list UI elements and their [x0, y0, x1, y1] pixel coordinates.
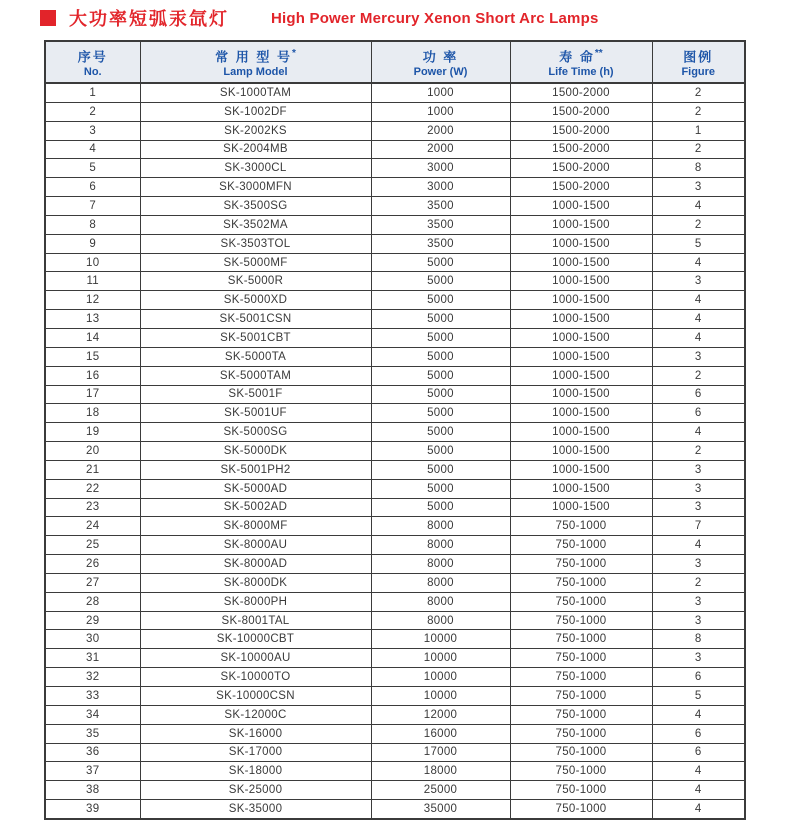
lamp-model: SK-10000TO [140, 668, 371, 687]
life-time-value: 750-1000 [510, 611, 652, 630]
lamp-model: SK-5000R [140, 272, 371, 291]
power-value: 16000 [371, 724, 510, 743]
power-value: 5000 [371, 253, 510, 272]
table-row [45, 310, 745, 329]
figure-ref: 4 [652, 423, 745, 442]
power-value: 1000 [371, 102, 510, 121]
power-value: 8000 [371, 592, 510, 611]
table-row [45, 781, 745, 800]
lamp-model: SK-5001CSN [140, 310, 371, 329]
table-row [45, 668, 745, 687]
header-life-en: Life Time (h) [548, 65, 614, 78]
figure-ref: 3 [652, 272, 745, 291]
table-row [45, 592, 745, 611]
power-value: 10000 [371, 687, 510, 706]
row-no: 30 [45, 630, 140, 649]
power-value: 5000 [371, 423, 510, 442]
row-no: 17 [45, 385, 140, 404]
power-value: 35000 [371, 800, 510, 819]
figure-ref: 3 [652, 592, 745, 611]
table-row [45, 705, 745, 724]
power-value: 1000 [371, 83, 510, 102]
life-time-value: 750-1000 [510, 781, 652, 800]
lamp-model: SK-5000AD [140, 479, 371, 498]
power-value: 3500 [371, 215, 510, 234]
lamp-model: SK-5001CBT [140, 328, 371, 347]
power-value: 2000 [371, 140, 510, 159]
row-no: 14 [45, 328, 140, 347]
lamp-model: SK-35000 [140, 800, 371, 819]
table-row [45, 178, 745, 197]
table-row [45, 404, 745, 423]
lamp-model: SK-2002KS [140, 121, 371, 140]
life-time-value: 750-1000 [510, 724, 652, 743]
life-time-value: 1000-1500 [510, 479, 652, 498]
lamp-model: SK-5001F [140, 385, 371, 404]
header-no-en: No. [83, 65, 102, 78]
header-model-zh: 常 用 型 号 [215, 49, 292, 65]
row-no: 16 [45, 366, 140, 385]
figure-ref: 8 [652, 159, 745, 178]
row-no: 39 [45, 800, 140, 819]
figure-ref: 4 [652, 197, 745, 216]
life-time-value: 750-1000 [510, 649, 652, 668]
figure-ref: 5 [652, 234, 745, 253]
power-value: 25000 [371, 781, 510, 800]
life-time-value: 750-1000 [510, 630, 652, 649]
lamp-model: SK-5000SG [140, 423, 371, 442]
lamp-model: SK-8000AU [140, 536, 371, 555]
figure-ref: 4 [652, 762, 745, 781]
figure-ref: 3 [652, 178, 745, 197]
table-row [45, 197, 745, 216]
life-time-value: 1000-1500 [510, 498, 652, 517]
power-value: 5000 [371, 291, 510, 310]
figure-ref: 3 [652, 460, 745, 479]
row-no: 18 [45, 404, 140, 423]
row-no: 10 [45, 253, 140, 272]
figure-ref: 6 [652, 668, 745, 687]
life-time-value: 1000-1500 [510, 347, 652, 366]
row-no: 37 [45, 762, 140, 781]
row-no: 28 [45, 592, 140, 611]
row-no: 5 [45, 159, 140, 178]
row-no: 29 [45, 611, 140, 630]
table-row [45, 536, 745, 555]
row-no: 35 [45, 724, 140, 743]
life-time-value: 750-1000 [510, 762, 652, 781]
row-no: 25 [45, 536, 140, 555]
lamp-model: SK-5001PH2 [140, 460, 371, 479]
power-value: 5000 [371, 385, 510, 404]
power-value: 3500 [371, 197, 510, 216]
power-value: 10000 [371, 668, 510, 687]
table-row [45, 573, 745, 592]
column-header-lamp-model [140, 41, 371, 83]
figure-ref: 5 [652, 687, 745, 706]
power-value: 8000 [371, 555, 510, 574]
life-time-value: 1000-1500 [510, 460, 652, 479]
row-no: 24 [45, 517, 140, 536]
figure-ref: 4 [652, 536, 745, 555]
life-time-value: 1000-1500 [510, 272, 652, 291]
lamp-model: SK-12000C [140, 705, 371, 724]
figure-ref: 3 [652, 555, 745, 574]
lamp-model: SK-10000CBT [140, 630, 371, 649]
header-power-zh: 功 率 [422, 49, 459, 65]
power-value: 5000 [371, 272, 510, 291]
figure-ref: 1 [652, 121, 745, 140]
lamp-model: SK-5000MF [140, 253, 371, 272]
power-value: 12000 [371, 705, 510, 724]
figure-ref: 2 [652, 366, 745, 385]
header-no-zh: 序号 [77, 49, 108, 65]
table-row [45, 555, 745, 574]
figure-ref: 4 [652, 291, 745, 310]
table-row [45, 498, 745, 517]
figure-ref: 3 [652, 347, 745, 366]
lamp-model: SK-5000XD [140, 291, 371, 310]
table-row [45, 272, 745, 291]
lamp-model: SK-3503TOL [140, 234, 371, 253]
lamp-table-body [45, 83, 745, 819]
figure-ref: 2 [652, 102, 745, 121]
lamp-model: SK-8000PH [140, 592, 371, 611]
life-time-value: 750-1000 [510, 536, 652, 555]
row-no: 21 [45, 460, 140, 479]
column-header-no [45, 41, 140, 83]
table-row [45, 253, 745, 272]
table-row [45, 743, 745, 762]
table-row [45, 630, 745, 649]
table-row [45, 611, 745, 630]
lamp-model: SK-10000CSN [140, 687, 371, 706]
life-time-value: 1000-1500 [510, 328, 652, 347]
figure-ref: 2 [652, 140, 745, 159]
page-title [40, 5, 599, 31]
power-value: 5000 [371, 328, 510, 347]
lamp-model: SK-2004MB [140, 140, 371, 159]
power-value: 5000 [371, 347, 510, 366]
figure-ref: 2 [652, 442, 745, 461]
figure-ref: 6 [652, 724, 745, 743]
row-no: 36 [45, 743, 140, 762]
lamp-model: SK-8001TAL [140, 611, 371, 630]
figure-ref: 3 [652, 611, 745, 630]
lamp-model: SK-3500SG [140, 197, 371, 216]
row-no: 27 [45, 573, 140, 592]
life-time-value: 1000-1500 [510, 310, 652, 329]
life-time-value: 1000-1500 [510, 442, 652, 461]
table-row [45, 800, 745, 819]
lamp-model: SK-5002AD [140, 498, 371, 517]
header-figure-zh: 图例 [683, 49, 714, 65]
row-no: 13 [45, 310, 140, 329]
life-time-value: 1000-1500 [510, 423, 652, 442]
table-row [45, 159, 745, 178]
power-value: 3000 [371, 178, 510, 197]
life-time-value: 1000-1500 [510, 385, 652, 404]
table-row [45, 328, 745, 347]
power-value: 5000 [371, 404, 510, 423]
lamp-model: SK-5000TAM [140, 366, 371, 385]
figure-ref: 3 [652, 479, 745, 498]
power-value: 8000 [371, 611, 510, 630]
header-model-mark: * [291, 48, 296, 60]
table-row [45, 366, 745, 385]
power-value: 3500 [371, 234, 510, 253]
life-time-value: 750-1000 [510, 517, 652, 536]
table-header [45, 41, 745, 83]
row-no: 23 [45, 498, 140, 517]
life-time-value: 750-1000 [510, 743, 652, 762]
table-row [45, 215, 745, 234]
figure-ref: 3 [652, 649, 745, 668]
header-life-mark: ** [594, 48, 603, 60]
life-time-value: 1000-1500 [510, 404, 652, 423]
power-value: 2000 [371, 121, 510, 140]
table-row [45, 140, 745, 159]
lamp-model: SK-1000TAM [140, 83, 371, 102]
row-no: 8 [45, 215, 140, 234]
power-value: 5000 [371, 366, 510, 385]
row-no: 31 [45, 649, 140, 668]
power-value: 8000 [371, 517, 510, 536]
lamp-model: SK-17000 [140, 743, 371, 762]
figure-ref: 6 [652, 404, 745, 423]
table-row [45, 460, 745, 479]
figure-ref: 7 [652, 517, 745, 536]
row-no: 12 [45, 291, 140, 310]
table-row [45, 724, 745, 743]
page-title-chinese: 大功率短弧汞氙灯 [69, 9, 229, 29]
lamp-model: SK-8000DK [140, 573, 371, 592]
row-no: 2 [45, 102, 140, 121]
figure-ref: 4 [652, 800, 745, 819]
table-row [45, 479, 745, 498]
table-row [45, 83, 745, 102]
lamp-model: SK-3502MA [140, 215, 371, 234]
lamp-model: SK-3000CL [140, 159, 371, 178]
row-no: 7 [45, 197, 140, 216]
life-time-value: 1000-1500 [510, 215, 652, 234]
row-no: 6 [45, 178, 140, 197]
column-header-life-time [510, 41, 652, 83]
figure-ref: 2 [652, 573, 745, 592]
life-time-value: 1000-1500 [510, 253, 652, 272]
life-time-value: 1500-2000 [510, 121, 652, 140]
power-value: 5000 [371, 479, 510, 498]
lamp-model: SK-18000 [140, 762, 371, 781]
table-row [45, 102, 745, 121]
life-time-value: 1000-1500 [510, 234, 652, 253]
life-time-value: 750-1000 [510, 573, 652, 592]
lamp-model: SK-5001UF [140, 404, 371, 423]
life-time-value: 1500-2000 [510, 102, 652, 121]
power-value: 5000 [371, 310, 510, 329]
life-time-value: 750-1000 [510, 555, 652, 574]
power-value: 5000 [371, 460, 510, 479]
figure-ref: 2 [652, 83, 745, 102]
life-time-value: 1000-1500 [510, 197, 652, 216]
power-value: 18000 [371, 762, 510, 781]
power-value: 8000 [371, 573, 510, 592]
lamp-model: SK-1002DF [140, 102, 371, 121]
table-row [45, 234, 745, 253]
lamp-spec-table [44, 40, 746, 820]
figure-ref: 4 [652, 253, 745, 272]
figure-ref: 8 [652, 630, 745, 649]
figure-ref: 6 [652, 743, 745, 762]
lamp-model: SK-8000MF [140, 517, 371, 536]
figure-ref: 4 [652, 310, 745, 329]
lamp-model: SK-5000TA [140, 347, 371, 366]
lamp-model: SK-5000DK [140, 442, 371, 461]
lamp-model: SK-8000AD [140, 555, 371, 574]
life-time-value: 1500-2000 [510, 159, 652, 178]
life-time-value: 1500-2000 [510, 140, 652, 159]
header-power-en: Power (W) [413, 65, 468, 78]
table-row [45, 347, 745, 366]
figure-ref: 4 [652, 781, 745, 800]
row-no: 11 [45, 272, 140, 291]
power-value: 10000 [371, 630, 510, 649]
power-value: 8000 [371, 536, 510, 555]
red-square-bullet-icon [40, 10, 56, 26]
lamp-model: SK-16000 [140, 724, 371, 743]
figure-ref: 2 [652, 215, 745, 234]
page-title-english: High Power Mercury Xenon Short Arc Lamps [271, 9, 599, 27]
row-no: 26 [45, 555, 140, 574]
life-time-value: 1500-2000 [510, 178, 652, 197]
table-row [45, 423, 745, 442]
power-value: 5000 [371, 442, 510, 461]
power-value: 17000 [371, 743, 510, 762]
row-no: 20 [45, 442, 140, 461]
row-no: 3 [45, 121, 140, 140]
header-model-en: Lamp Model [223, 65, 288, 78]
row-no: 34 [45, 705, 140, 724]
life-time-value: 1000-1500 [510, 366, 652, 385]
life-time-value: 750-1000 [510, 668, 652, 687]
lamp-model: SK-10000AU [140, 649, 371, 668]
power-value: 3000 [371, 159, 510, 178]
table-row [45, 291, 745, 310]
header-figure-en: Figure [681, 65, 716, 78]
life-time-value: 1000-1500 [510, 291, 652, 310]
row-no: 22 [45, 479, 140, 498]
row-no: 15 [45, 347, 140, 366]
power-value: 10000 [371, 649, 510, 668]
lamp-model: SK-25000 [140, 781, 371, 800]
row-no: 19 [45, 423, 140, 442]
lamp-model: SK-3000MFN [140, 178, 371, 197]
life-time-value: 1500-2000 [510, 83, 652, 102]
table-row [45, 442, 745, 461]
life-time-value: 750-1000 [510, 687, 652, 706]
life-time-value: 750-1000 [510, 800, 652, 819]
header-life-zh: 寿 命 [559, 49, 595, 65]
power-value: 5000 [371, 498, 510, 517]
table-row [45, 385, 745, 404]
row-no: 4 [45, 140, 140, 159]
row-no: 9 [45, 234, 140, 253]
row-no: 38 [45, 781, 140, 800]
life-time-value: 750-1000 [510, 705, 652, 724]
column-header-power [371, 41, 510, 83]
figure-ref: 6 [652, 385, 745, 404]
row-no: 32 [45, 668, 140, 687]
figure-ref: 3 [652, 498, 745, 517]
table-row [45, 121, 745, 140]
row-no: 33 [45, 687, 140, 706]
table-row [45, 687, 745, 706]
table-row [45, 762, 745, 781]
table-row [45, 649, 745, 668]
table-row [45, 517, 745, 536]
life-time-value: 750-1000 [510, 592, 652, 611]
figure-ref: 4 [652, 328, 745, 347]
column-header-figure [652, 41, 745, 83]
row-no: 1 [45, 83, 140, 102]
figure-ref: 4 [652, 705, 745, 724]
